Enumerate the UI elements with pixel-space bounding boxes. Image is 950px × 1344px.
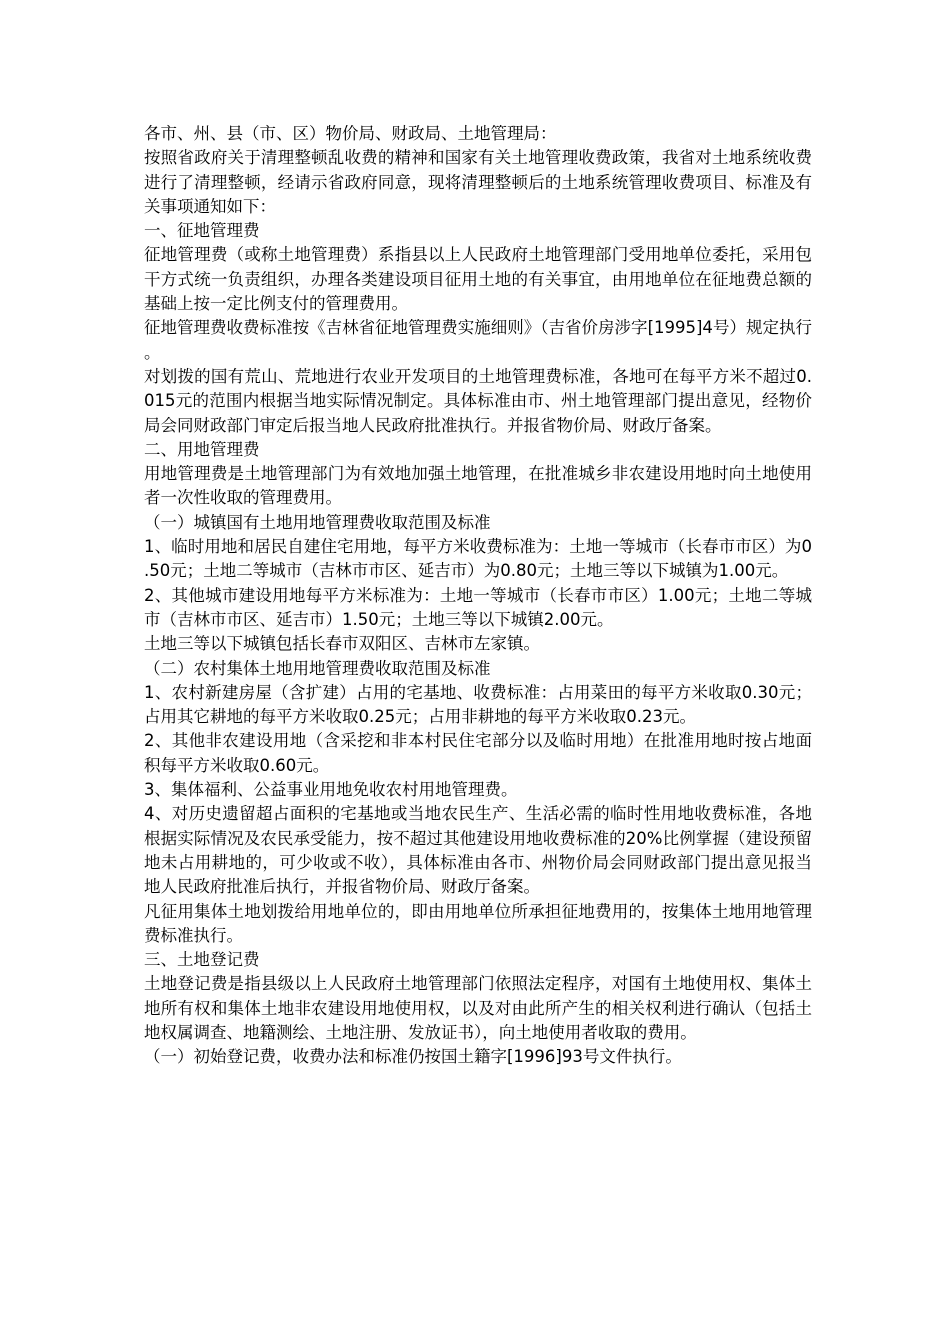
body-paragraph: 土地登记费是指县级以上人民政府土地管理部门依照法定程序，对国有土地使用权、集体土地所有权和集体土地非农建设用地使用权，以及对由此所产生的相关权利进行确认（包括土地权属调查、地籍测绘、土地注册、发放证书），向土地使用者收取的费用。 — [144, 974, 812, 1042]
body-paragraph: 2、其他城市建设用地每平方米标准为：土地一等城市（长春市市区）1.00元；土地二等城市（吉林市市区、延吉市）1.50元；土地三等以下城镇2.00元。 — [144, 585, 812, 629]
subsection-heading: （二）农村集体土地用地管理费收取范围及标准 — [144, 658, 491, 678]
body-paragraph: 4、对历史遗留超占面积的宅基地或当地农民生产、生活必需的临时性用地收费标准，各地根据实际情况及农民承受能力，按不超过其他建设用地收费标准的20%比例掌握（建设预留地未占用耕地的，可少收或不收），具体标准由各市、州物价局会同财政部门提出意见报当地人民政府批准后执行，并报省物价局、财政厅备案。 — [144, 804, 812, 897]
body-paragraph: 对划拨的国有荒山、荒地进行农业开发项目的土地管理费标准，各地可在每平方米不超过0.015元的范围内根据当地实际情况制定。具体标准由市、州土地管理部门提出意见，经物价局会同财政部门审定后报当地人民政府批准执行。并报省物价局、财政厅备案。 — [144, 366, 812, 435]
body-paragraph: 土地三等以下城镇包括长春市双阳区、吉林市左家镇。 — [144, 634, 540, 654]
section-heading-2: 二、用地管理费 — [144, 439, 260, 459]
body-paragraph: 用地管理费是土地管理部门为有效地加强土地管理，在批准城乡非农建设用地时向土地使用者一次性收取的管理费用。 — [144, 464, 812, 508]
body-paragraph: 2、其他非农建设用地（含采挖和非本村民住宅部分以及临时用地）在批准用地时按占地面积每平方米收取0.60元。 — [144, 731, 812, 775]
body-paragraph: 3、集体福利、公益事业用地免收农村用地管理费。 — [144, 780, 518, 800]
intro-paragraph: 按照省政府关于清理整顿乱收费的精神和国家有关土地管理收费政策，我省对土地系统收费进行了清理整顿，经请示省政府同意，现将清理整顿后的土地系统管理收费项目、标准及有关事项通知如下： — [144, 148, 812, 216]
document-body — [144, 122, 812, 1070]
section-heading-3: 三、土地登记费 — [144, 950, 260, 970]
body-paragraph: 凡征用集体土地划拨给用地单位的，即由用地单位所承担征地费用的，按集体土地用地管理费标准执行。 — [144, 901, 812, 945]
subsection-heading: （一）城镇国有土地用地管理费收取范围及标准 — [144, 512, 491, 532]
body-paragraph: 征地管理费收费标准按《吉林省征地管理费实施细则》（吉省价房涉字[1995]4号）规定执行。 — [144, 318, 812, 362]
salutation: 各市、州、县（市、区）物价局、财政局、土地管理局： — [144, 124, 557, 143]
body-paragraph: 1、临时用地和居民自建住宅用地，每平方米收费标准为：土地一等城市（长春市市区）为0.50元；土地二等城市（吉林市市区、延吉市）为0.80元；土地三等以下城镇为1.00元。 — [144, 537, 812, 581]
body-paragraph: （一）初始登记费，收费办法和标准仍按国土籍字[1996]93号文件执行。 — [144, 1047, 682, 1067]
body-paragraph: 1、农村新建房屋（含扩建）占用的宅基地、收费标准：占用菜田的每平方米收取0.30元；占用其它耕地的每平方米收取0.25元；占用非耕地的每平方米收取0.23元。 — [144, 682, 812, 727]
section-heading-1: 一、征地管理费 — [144, 221, 260, 241]
body-paragraph: 征地管理费（或称土地管理费）系指县以上人民政府土地管理部门受用地单位委托，采用包干方式统一负责组织，办理各类建设项目征用土地的有关事宜，由用地单位在征地费总额的基础上按一定比例支付的管理费用。 — [144, 245, 812, 314]
